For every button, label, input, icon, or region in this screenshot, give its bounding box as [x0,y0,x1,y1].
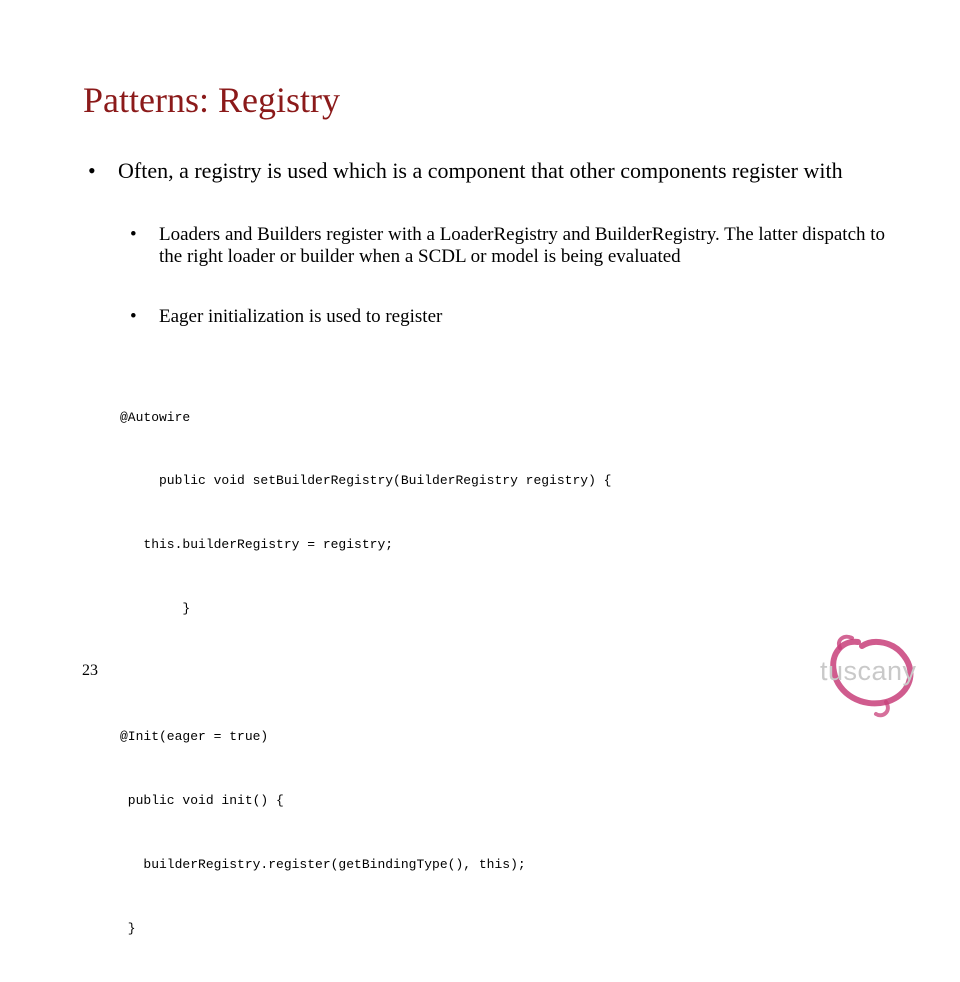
bullet-marker: • [130,224,137,245]
code-line: this.builderRegistry = registry; [120,537,394,553]
code-line: @Init(eager = true) [120,729,269,745]
bullet-marker: • [130,306,137,327]
code-line: public void setBuilderRegistry(BuilderRegistry registry) { [120,473,612,489]
logo-text: tuscany [820,656,917,686]
sub-bullet-text: Eager initialization is used to register [159,306,443,327]
code-block [120,364,611,982]
sub-bullet-text: Loaders and Builders register with a LoaderRegistry and BuilderRegistry. The latter dispatch to the right loader or builder when a SCDL or model is being evaluated [159,224,886,267]
slide-title: Patterns: Registry [83,80,340,120]
bullet-text: Often, a registry is used which is a component that other components register with [118,158,843,183]
code-line: } [120,920,136,936]
code-line: builderRegistry.register(getBindingType(), this); [120,856,526,872]
page-number: 23 [82,662,98,679]
code-line: } [120,601,191,617]
sub-bullet-item [130,224,899,268]
code-line [120,662,611,683]
sub-bullet-item [130,306,899,328]
bullet-item [88,158,878,184]
code-line: public void init() { [120,792,284,808]
code-line: @Autowire [120,409,191,425]
bullet-marker: • [88,158,96,183]
